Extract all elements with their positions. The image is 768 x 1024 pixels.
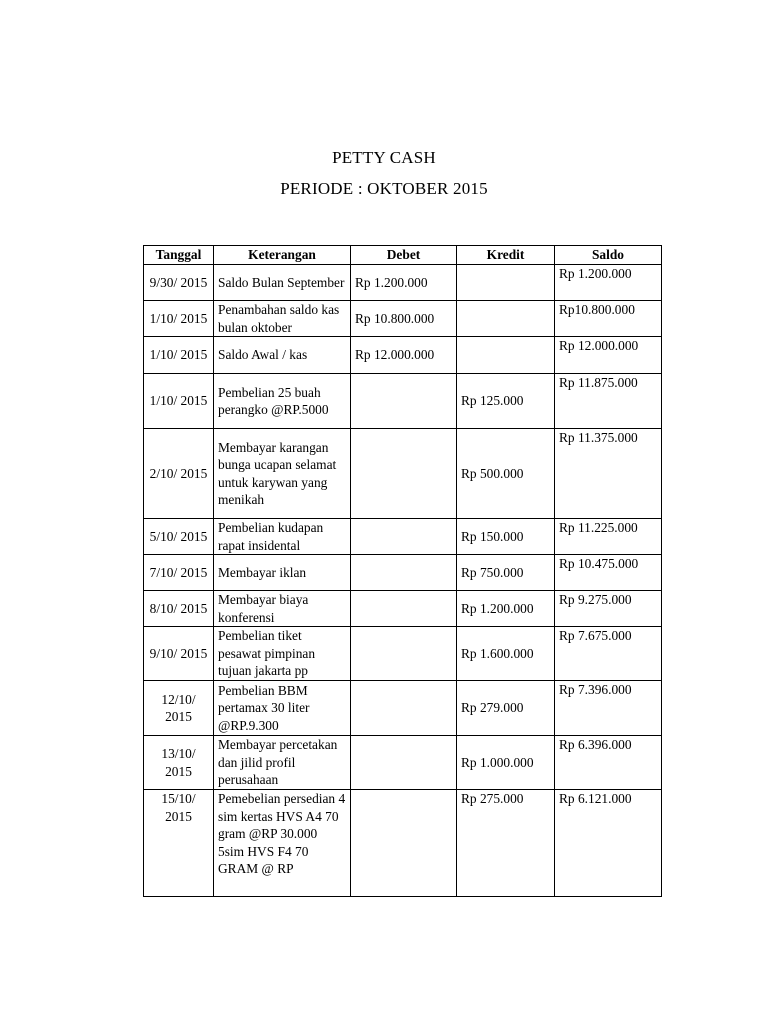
cell-keterangan: Penambahan saldo kas bulan oktober <box>214 301 351 337</box>
cell-debet <box>351 790 457 897</box>
header-kredit: Kredit <box>457 246 555 265</box>
table-row <box>144 627 662 681</box>
cell-saldo: Rp 11.875.000 <box>555 374 662 429</box>
cell-saldo: Rp 1.200.000 <box>555 265 662 301</box>
cell-tanggal: 1/10/ 2015 <box>144 301 214 337</box>
cell-debet: Rp 12.000.000 <box>351 337 457 374</box>
cell-keterangan: Membayar percetakan dan jilid profil perusahaan <box>214 736 351 790</box>
cell-keterangan: Pembelian 25 buah perangko @RP.5000 <box>214 374 351 429</box>
cell-keterangan: Pemebelian persedian 4 sim kertas HVS A4 70 gram @RP 30.000 5sim HVS F4 70 GRAM @ RP <box>214 790 351 897</box>
cell-keterangan: Saldo Bulan September <box>214 265 351 301</box>
cell-keterangan: Saldo Awal / kas <box>214 337 351 374</box>
cell-tanggal: 1/10/ 2015 <box>144 374 214 429</box>
cell-debet <box>351 736 457 790</box>
petty-cash-table <box>143 245 662 897</box>
cell-saldo: Rp 9.275.000 <box>555 591 662 627</box>
cell-kredit: Rp 1.600.000 <box>457 627 555 681</box>
cell-kredit: Rp 1.200.000 <box>457 591 555 627</box>
cell-saldo: Rp 11.375.000 <box>555 429 662 519</box>
cell-saldo: Rp 6.396.000 <box>555 736 662 790</box>
cell-tanggal: 2/10/ 2015 <box>144 429 214 519</box>
table-row <box>144 337 662 374</box>
cell-debet <box>351 429 457 519</box>
cell-keterangan: Pembelian tiket pesawat pimpinan tujuan jakarta pp <box>214 627 351 681</box>
cell-tanggal: 1/10/ 2015 <box>144 337 214 374</box>
cell-saldo: Rp 11.225.000 <box>555 519 662 555</box>
table-row <box>144 301 662 337</box>
table-row <box>144 591 662 627</box>
cell-debet: Rp 10.800.000 <box>351 301 457 337</box>
cell-saldo: Rp 12.000.000 <box>555 337 662 374</box>
table-row <box>144 790 662 897</box>
cell-keterangan: Pembelian kudapan rapat insidental <box>214 519 351 555</box>
cell-kredit: Rp 750.000 <box>457 555 555 591</box>
cell-debet <box>351 374 457 429</box>
cell-kredit <box>457 301 555 337</box>
cell-kredit: Rp 279.000 <box>457 681 555 736</box>
document-period: PERIODE : OKTOBER 2015 <box>280 179 488 198</box>
cell-debet <box>351 591 457 627</box>
cell-kredit <box>457 337 555 374</box>
cell-kredit <box>457 265 555 301</box>
cell-tanggal: 12/10/ 2015 <box>144 681 214 736</box>
table-row <box>144 736 662 790</box>
cell-keterangan: Membayar iklan <box>214 555 351 591</box>
header-keterangan: Keterangan <box>214 246 351 265</box>
cell-debet <box>351 555 457 591</box>
table-row <box>144 374 662 429</box>
table-header-row <box>144 246 662 265</box>
cell-saldo: Rp10.800.000 <box>555 301 662 337</box>
cell-kredit: Rp 275.000 <box>457 790 555 897</box>
header-debet: Debet <box>351 246 457 265</box>
cell-tanggal: 15/10/ 2015 <box>144 790 214 897</box>
cell-saldo: Rp 7.675.000 <box>555 627 662 681</box>
header-tanggal: Tanggal <box>144 246 214 265</box>
header-saldo: Saldo <box>555 246 662 265</box>
cell-tanggal: 8/10/ 2015 <box>144 591 214 627</box>
cell-saldo: Rp 10.475.000 <box>555 555 662 591</box>
table-row <box>144 681 662 736</box>
cell-saldo: Rp 7.396.000 <box>555 681 662 736</box>
cell-debet <box>351 519 457 555</box>
cell-keterangan: Pembelian BBM pertamax 30 liter @RP.9.300 <box>214 681 351 736</box>
cell-debet <box>351 681 457 736</box>
cell-tanggal: 7/10/ 2015 <box>144 555 214 591</box>
cell-tanggal: 9/30/ 2015 <box>144 265 214 301</box>
table-row <box>144 429 662 519</box>
cell-debet: Rp 1.200.000 <box>351 265 457 301</box>
cell-keterangan: Membayar karangan bunga ucapan selamat untuk karywan yang menikah <box>214 429 351 519</box>
cell-tanggal: 9/10/ 2015 <box>144 627 214 681</box>
cell-tanggal: 5/10/ 2015 <box>144 519 214 555</box>
cell-tanggal: 13/10/ 2015 <box>144 736 214 790</box>
cell-kredit: Rp 500.000 <box>457 429 555 519</box>
cell-kredit: Rp 1.000.000 <box>457 736 555 790</box>
table-row <box>144 555 662 591</box>
table-row <box>144 519 662 555</box>
cell-kredit: Rp 125.000 <box>457 374 555 429</box>
cell-debet <box>351 627 457 681</box>
document-title: PETTY CASH <box>332 148 436 167</box>
cell-keterangan: Membayar biaya konferensi <box>214 591 351 627</box>
table-row <box>144 265 662 301</box>
cell-saldo: Rp 6.121.000 <box>555 790 662 897</box>
cell-kredit: Rp 150.000 <box>457 519 555 555</box>
